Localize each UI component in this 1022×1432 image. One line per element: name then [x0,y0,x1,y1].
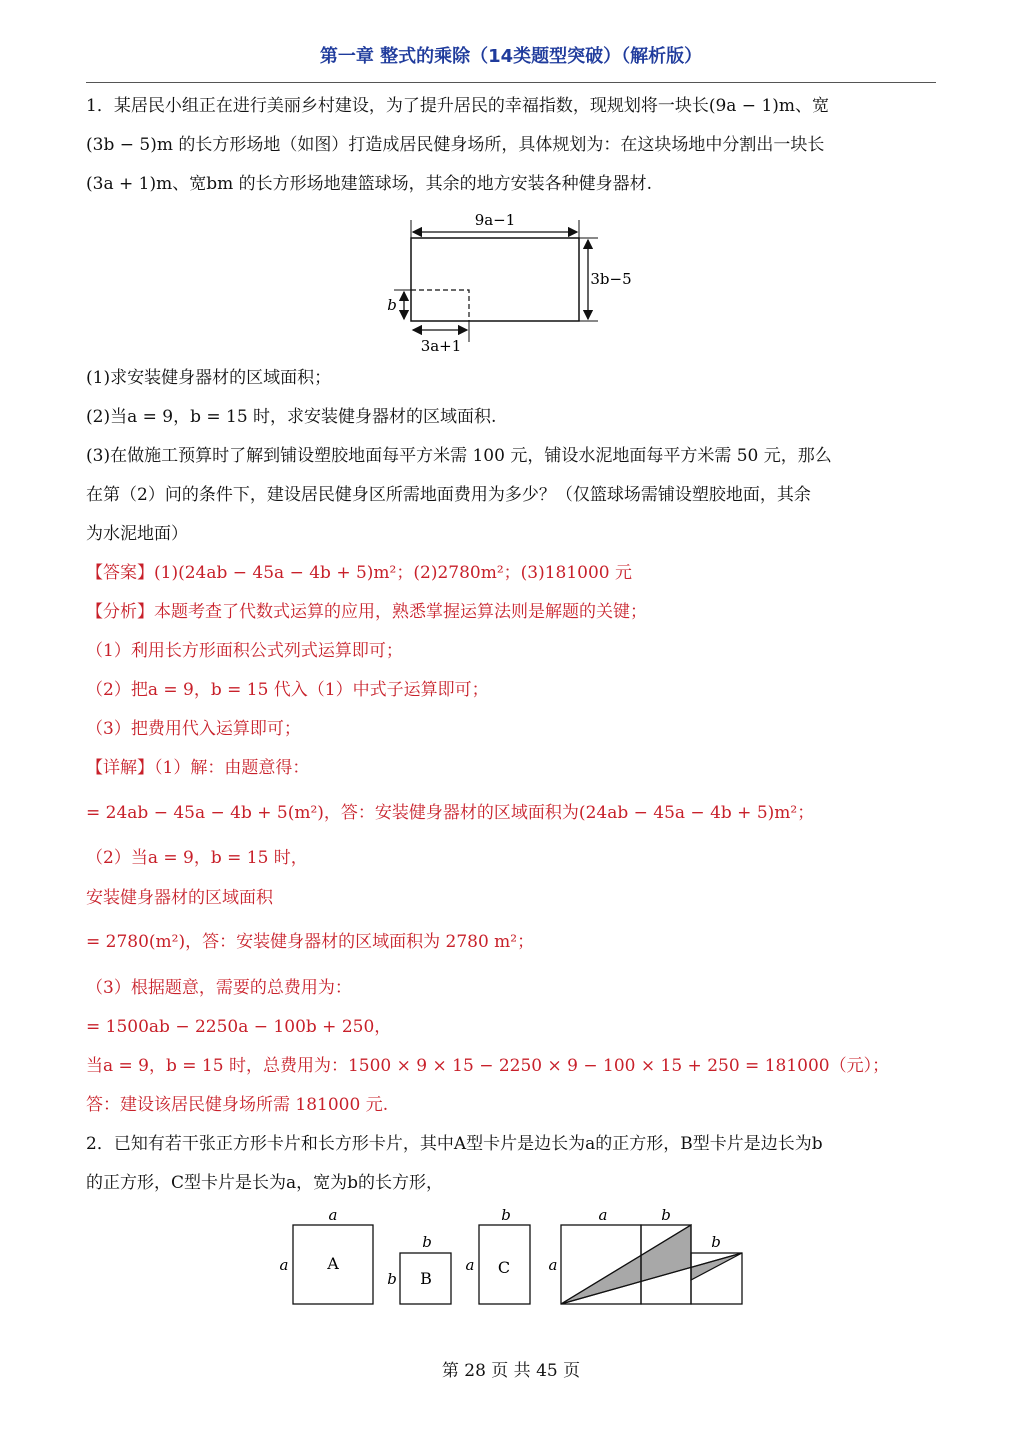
problem2-line2: 的正方形，C型卡片是长为a，宽为b的长方形， [86,1173,444,1193]
svg-text:a: a [598,1206,608,1224]
svg-text:a: a [328,1206,338,1224]
svg-text:b: b [422,1233,432,1251]
page-title: 第一章 整式的乘除（14类题型突破）（解析版） [319,46,703,67]
analysis-step1: （1）利用长方形面积公式列式运算即可； [86,641,403,661]
cards-diagram [270,1202,760,1314]
page-footer: 第 28 页 共 45 页 [441,1361,581,1381]
composite-figure [549,1206,742,1304]
svg-text:a: a [548,1256,558,1274]
question3-line2: 在第（2）问的条件下，建设居民健身区所需地面费用为多少？（仅篮球场需铺设塑胶地面，其余 [86,485,811,505]
detail-step5: （3）根据题意，需要的总费用为： [86,978,352,998]
problem1-line1: 1．某居民小组正在进行美丽乡村建设，为了提升居民的幸福指数，现规划将一块长(9a − 1)m、宽 [86,96,830,116]
analysis-step2: （2）把a = 9，b = 15 代入（1）中式子运算即可； [86,680,489,700]
svg-text:A: A [327,1254,339,1273]
label-left: b [387,296,397,314]
label-top: 9a−1 [474,211,516,229]
detail-conclusion: 答：建设该居民健身场所需 181000 元. [86,1095,389,1115]
field-diagram [380,208,650,356]
question2: (2)当a = 9，b = 15 时，求安装健身器材的区域面积. [86,407,497,427]
label-bottom: 3a+1 [420,337,462,355]
svg-text:C: C [497,1258,511,1277]
svg-text:b: b [711,1233,721,1251]
answer-line: 【答案】(1)(24ab − 45a − 4b + 5)m²；(2)2780m²；(3)181000 元 [86,563,633,583]
detail-step4: = 2780(m²)，答：安装健身器材的区域面积为 2780 m²； [86,932,535,952]
detail-step6: = 1500ab − 2250a − 100b + 250， [86,1017,392,1037]
svg-text:b: b [501,1206,511,1224]
question3-line1: (3)在做施工预算时了解到铺设塑胶地面每平方米需 100 元，铺设水泥地面每平方米需 50 元，那么 [86,446,832,466]
detail-step7: 当a = 9，b = 15 时，总费用为：1500 × 9 × 15 − 2250 × 9 − 100 × 15 + 250 = 181000（元）； [86,1056,890,1076]
svg-text:a: a [465,1256,475,1274]
detail-step1: = 24ab − 45a − 4b + 5(m²)，答：安装健身器材的区域面积为(24ab − 45a − 4b + 5)m²； [86,803,815,823]
question3-line3: 为水泥地面） [86,524,188,544]
svg-text:b: b [387,1270,397,1288]
detail-heading: 【详解】（1）解：由题意得： [86,758,310,778]
header-rule [86,82,936,83]
label-right: 3b−5 [590,270,632,288]
problem2-line1: 2．已知有若干张正方形卡片和长方形卡片，其中A型卡片是边长为a的正方形，B型卡片是边长为b [86,1134,823,1154]
problem1-line2: (3b − 5)m 的长方形场地（如图）打造成居民健身场所，具体规划为：在这块场地中分割出一块长 [86,135,825,155]
svg-text:b: b [661,1206,671,1224]
detail-step3: 安装健身器材的区域面积 [86,888,273,908]
analysis-line: 【分析】本题考查了代数式运算的应用，熟悉掌握运算法则是解题的关键； [86,602,647,622]
svg-text:a: a [279,1256,289,1274]
problem1-line3: (3a + 1)m、宽bm 的长方形场地建篮球场，其余的地方安装各种健身器材. [86,174,653,194]
field-outer-rect [411,238,579,321]
court-dashed-rect [411,290,469,321]
analysis-step3: （3）把费用代入运算即可； [86,719,301,739]
detail-step2: （2）当a = 9，b = 15 时， [86,848,308,868]
question1: (1)求安装健身器材的区域面积； [86,368,332,388]
svg-text:B: B [420,1269,432,1288]
